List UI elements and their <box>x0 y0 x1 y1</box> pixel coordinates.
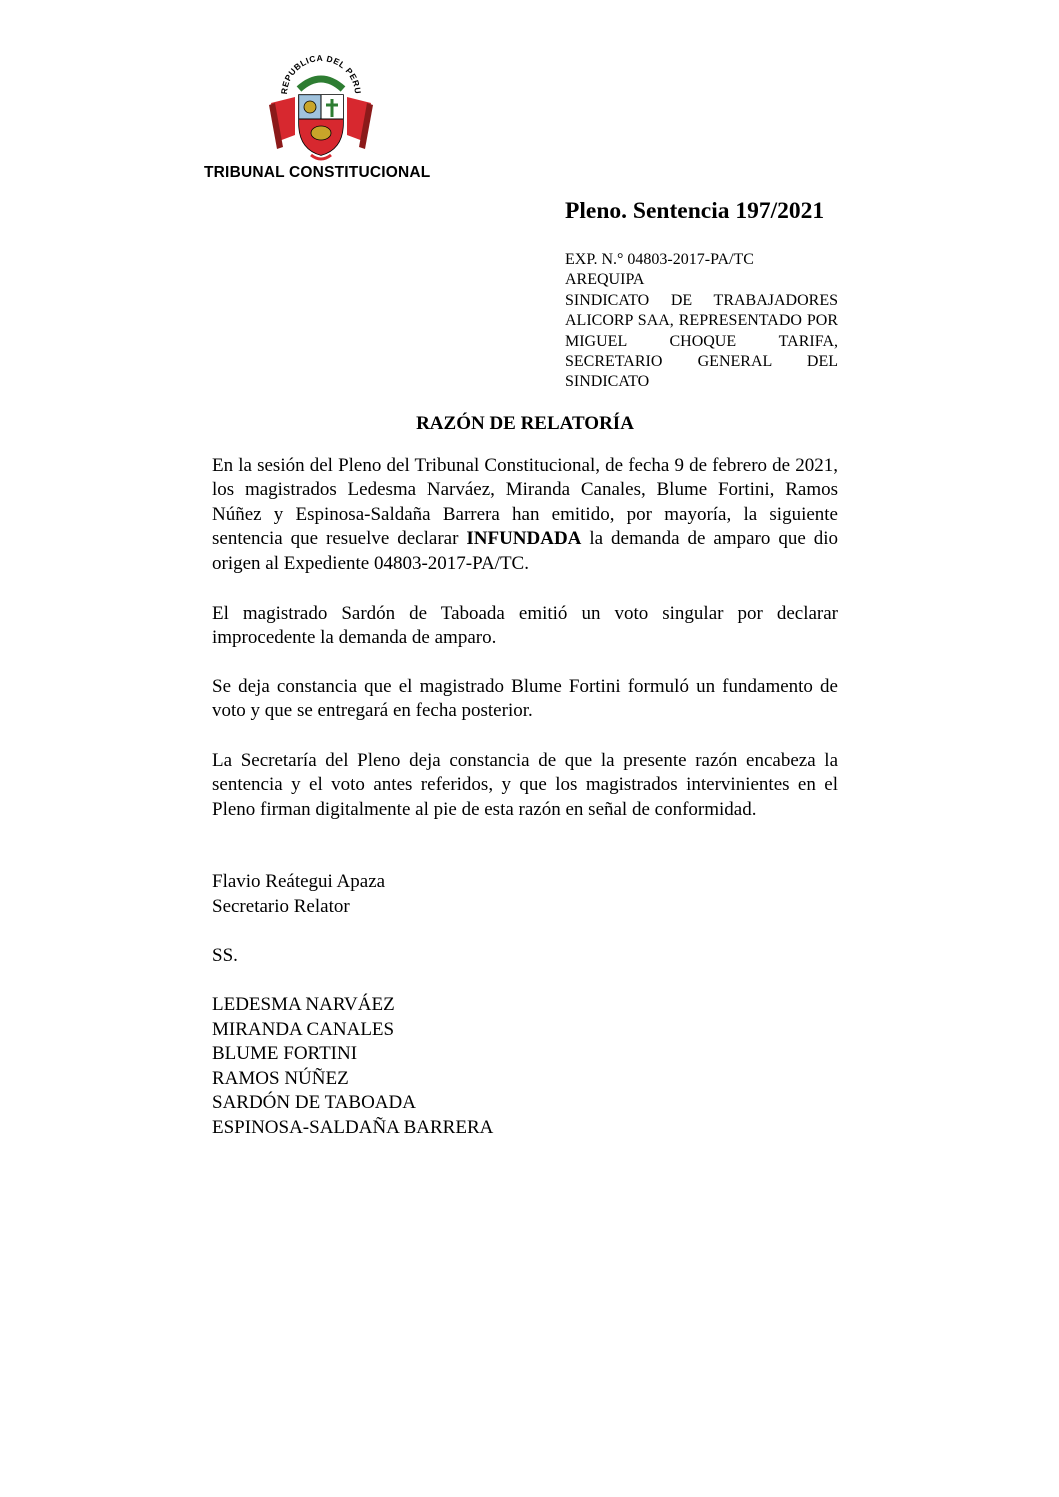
paragraph-decision <box>212 454 838 576</box>
magistrate-name: BLUME FORTINI <box>212 1043 358 1064</box>
case-party: SINDICATO DE TRABAJADORES ALICORP SAA, REPRESENTADO POR MIGUEL CHOQUE TARIFA, SECRETARIO GENERAL DEL SINDICATO <box>565 291 838 391</box>
institution-name: TRIBUNAL CONSTITUCIONAL <box>204 164 431 181</box>
paragraph-voting-basis: Se deja constancia que el magistrado Blume Fortini formuló un fundamento de voto y que se entregará en fecha posterior. <box>212 676 838 722</box>
coat-of-arms-logo <box>265 55 377 163</box>
case-number: EXP. N.° 04803-2017-PA/TC <box>565 251 754 268</box>
signer-name: Flavio Reátegui Apaza <box>212 871 386 892</box>
magistrate-name: LEDESMA NARVÁEZ <box>212 994 395 1015</box>
section-title: RAZÓN DE RELATORÍA <box>416 413 634 434</box>
magistrate-name: RAMOS NÚÑEZ <box>212 1068 349 1089</box>
signer-role: Secretario Relator <box>212 896 350 917</box>
paragraph-decision-text-end: la demanda de amparo que dio origen al Expediente 04803-2017-PA/TC. <box>212 528 838 574</box>
magistrate-name: ESPINOSA-SALDAÑA BARRERA <box>212 1117 494 1138</box>
verdict-text: INFUNDADA <box>466 528 582 550</box>
paragraph-secretary-note: La Secretaría del Pleno deja constancia de que la presente razón encabeza la sentencia y el voto antes referidos, y que los magistrados intervinientes en el Pleno firman digitalmente al pie de esta razón en señal de conformidad. <box>212 750 838 820</box>
sentence-title: Pleno. Sentencia 197/2021 <box>565 198 825 224</box>
svg-text:REPUBLICA DEL PERU: REPUBLICA DEL PERU <box>278 55 364 95</box>
magistrate-name: MIRANDA CANALES <box>212 1019 395 1040</box>
paragraph-singular-vote: El magistrado Sardón de Taboada emitió un voto singular por declarar improcedente la demanda de amparo. <box>212 603 838 649</box>
magistrate-name: SARDÓN DE TABOADA <box>212 1092 416 1113</box>
case-info <box>565 250 838 393</box>
case-location: AREQUIPA <box>565 271 645 289</box>
paragraph-decision-text-start: En la sesión del Pleno del Tribunal Constitucional, de fecha 9 de febrero de 2021, los magistrados Ledesma Narváez, Miranda Canales, Blume Fortini, Ramos Núñez y Espinosa-Saldaña Barrera han emitido, por mayoría, la siguiente sentencia que resuelve declarar <box>212 455 838 550</box>
ss-label: SS. <box>212 945 238 966</box>
